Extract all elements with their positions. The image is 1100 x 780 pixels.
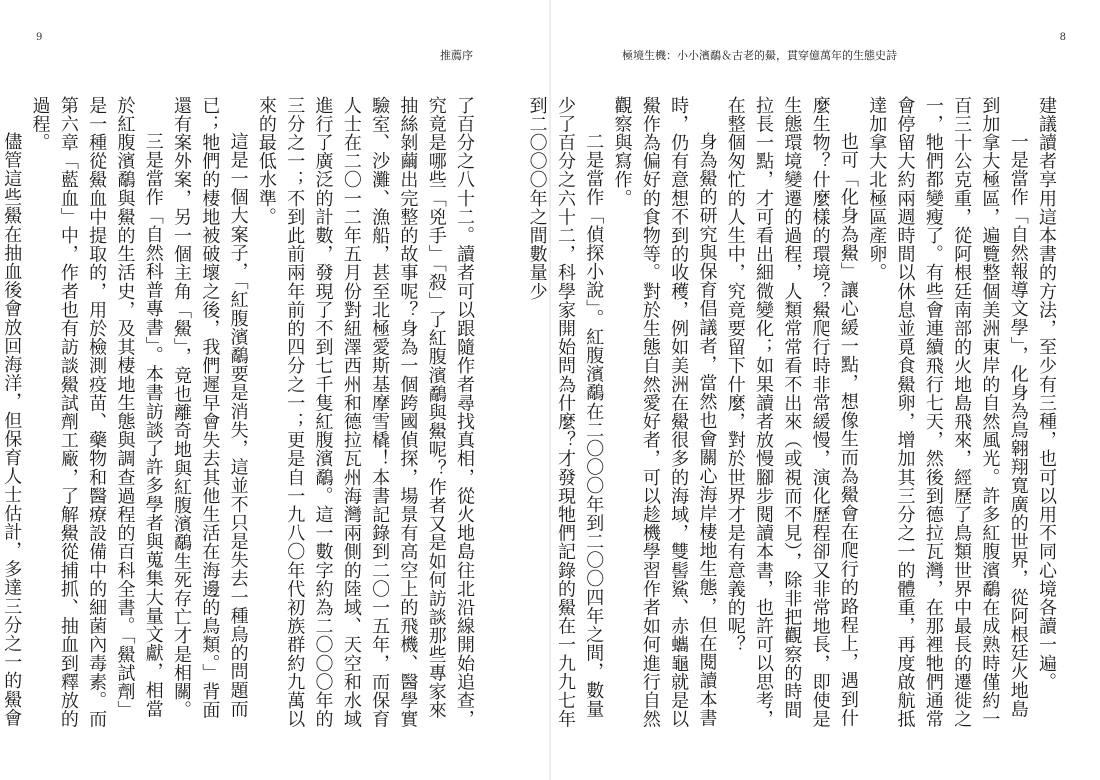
paragraph: 三是當作「自然科普專書」。本書訪談了許多學者與蒐集大量文獻，相當於紅腹濱鷸與鱟的生活史，及其棲地生態與調查過程的百科全書。「鱟試劑」是一種從鱟血中提取的，用於檢測疫苗、藥物和醫療設備中的細菌內毒素。而第六章「藍血」中，作者也有訪談鱟試劑工廠，了解鱟從捕抓、抽血到釋放的過程。: [29, 96, 164, 729]
running-head: 推薦序: [440, 49, 473, 62]
paragraph: 也可「化身為鱟」讓心緩一點，想像生而為鱟會在爬行的路程上，遇到什麼生物？什麼樣的環境？鱟爬行時非常緩慢，演化歷程卻又非常地長，即使是生態環境變遷的過程，人類常常看不出來（或視而不見），除非把觀察的時間拉長一點，才可看出細微變化；如果讀者放慢腳步閱讀本書，也許可以思考，在整個匆忙的人生中，究竟要留下什麼，對於世界才是有意義的呢？: [724, 96, 859, 729]
paragraph: 儘管這些鱟在抽血後會放回海洋，但保育人士估計，多達三分之一的鱟會: [1, 132, 23, 728]
paragraph: 二是當作「偵探小說」。紅腹濱鷸在二〇〇〇年到二〇〇四年之間，數量少了百分之六十二，科學家開始問為什麼？才發現牠們記錄的鱟在一九九七年到二〇〇〇年之間數量少: [526, 96, 605, 729]
page-number: 8: [1059, 32, 1066, 43]
paragraph: 身為鱟的研究與保育倡議者，當然也會關心海岸棲地生態，但在閱讀本書時，仍有意想不到的收穫，例如美洲在鱟很多的海域，雙髻鯊、赤蠵龜就是以鱟作為偏好的食物等。對於生態自然愛好者，可以趁機學習作者如何進行自然觀察與寫作。: [611, 96, 718, 729]
page-number: 9: [36, 32, 43, 43]
running-head: 極境生機：小小濱鷸＆古老的鱟，貫穿億萬年的生態史詩: [622, 49, 897, 62]
paragraph: 了百分之八十二。讀者可以跟隨作者尋找真相，從火地島往北沿線開始追查，究竟是哪些「兇手」「殺」了紅腹濱鷸與鱟呢？作者又是如何訪談那些專家來抽絲剝繭出完整的故事呢？身為一個跨國偵探，場景有高空上的飛機、醫學實驗室、沙灘、漁船，甚至北極愛斯基摩雪橇！本書記錄到二〇一五年，而保育人士在二〇一二年五月份對紐澤西州和德拉瓦州海灣兩側的陸域、天空和水域進行了廣泛的計數，發現了不到七千隻紅腹濱鷸。這一數字約為二〇〇〇年的三分之一；不到此前兩年前的四分之一；更是自一九八〇年代初族群約九萬以來的最低水準。: [255, 96, 475, 729]
paragraph: 一是當作「自然報導文學」，化身為鳥翱翔寬廣的世界，從阿根廷火地島到加拿大極區，遍覽整個美洲東岸的自然風光。許多紅腹濱鷸在成熟時僅約一百三十公克重，從阿根廷南部的火地島飛來，經歷了鳥類世界中最長的遷徙之一，牠們都變瘦了。有些會連續飛行七天，然後到德拉瓦灣，在那裡牠們通常會停留大約兩週時間以休息並覓食鱟卵，增加其三分之一的體重，再度啟航抵達加拿大北極區產卵。: [866, 96, 1029, 729]
paragraph: 建議讀者享用這本書的方法，至少有三種，也可以用不同心境各讀一遍。: [1036, 96, 1057, 692]
body-text: [526, 96, 1060, 736]
body-text: [1, 96, 478, 736]
paragraph: 這是一個大案子，「紅腹濱鷸要是消失，這並不只是失去一種鳥的問題而已；牠們的棲地被破壞之後，我們遲早會失去其他生活在海邊的鳥類。」背面還有案外案，另一個主角「鱟」，竟也離奇地與紅腹濱鷸生死存亡才是相關。: [171, 96, 249, 720]
right-page: [526, 0, 1100, 780]
